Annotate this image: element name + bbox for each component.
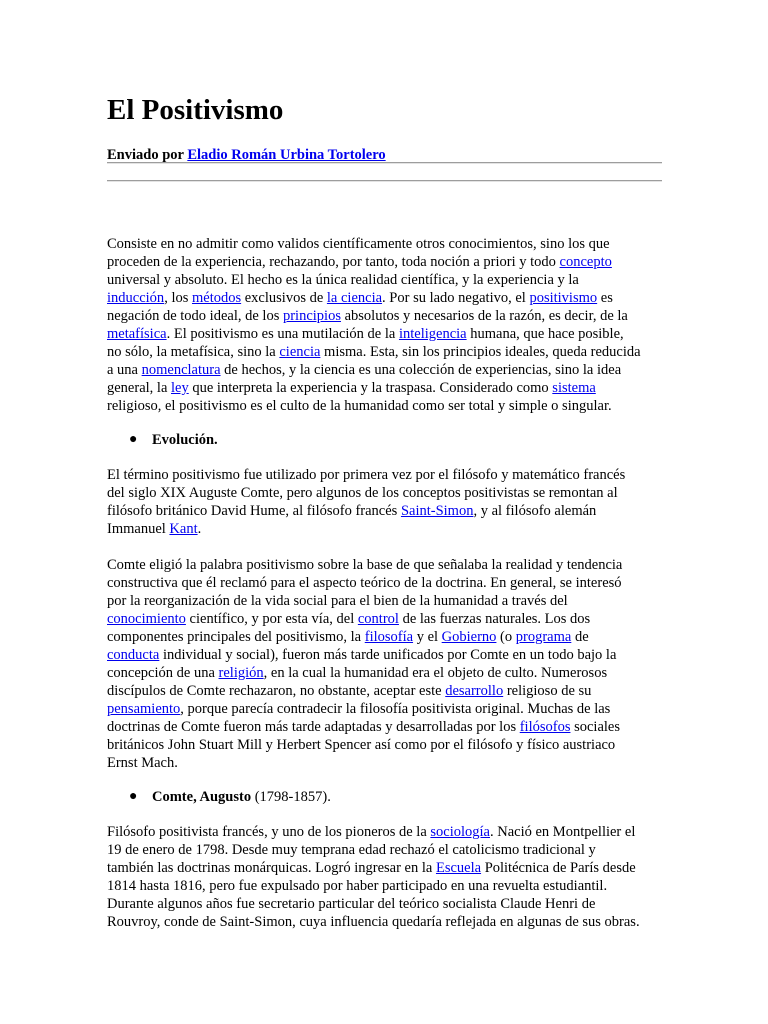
text-line <box>107 664 665 682</box>
text-run: 1814 hasta 1816, pero fue expulsado por haber participado en una revuelta estudiantil. <box>107 878 608 894</box>
page-title: El Positivismo <box>107 94 284 126</box>
divider-top <box>107 162 662 164</box>
text-line <box>107 646 665 664</box>
text-line <box>107 556 665 574</box>
author-link[interactable]: Eladio Román Urbina Tortolero <box>187 147 386 163</box>
text-run: . Por su lado negativo, el <box>382 290 530 306</box>
text-line <box>107 361 665 379</box>
bullet-text <box>152 788 331 806</box>
inline-link[interactable]: control <box>357 611 399 627</box>
text-run: no sólo, la metafísica, sino la <box>107 344 280 360</box>
inline-link[interactable]: programa <box>515 629 572 645</box>
text-run: Comte eligió la palabra positivismo sobre la base de que señalaba la realidad y tendencia <box>107 557 623 573</box>
text-run: humana, que hace posible, <box>466 326 624 342</box>
text-line <box>107 841 665 859</box>
text-line <box>107 913 665 931</box>
text-run: británicos John Stuart Mill y Herbert Spencer así como por el filósofo y físico austriaco <box>107 737 616 753</box>
inline-link[interactable]: concepto <box>559 254 612 270</box>
text-run: Durante algunos años fue secretario particular del teórico socialista Claude Henri de <box>107 896 596 912</box>
text-run: , en la cual la humanidad era el objeto de culto. Numerosos <box>263 665 608 681</box>
text-line <box>107 736 665 754</box>
paragraph-evolucion <box>107 466 665 538</box>
paragraph-definition <box>107 235 665 415</box>
bullet-text <box>152 431 218 449</box>
text-run: por la reorganización de la vida social para el bien de la humanidad a través del <box>107 593 568 609</box>
text-run: Filósofo positivista francés, y uno de los pioneros de la <box>107 824 431 840</box>
text-line <box>107 754 665 772</box>
text-run: religioso, el positivismo es el culto de la humanidad como ser total y simple o singular. <box>107 398 612 414</box>
text-run: Immanuel <box>107 521 170 537</box>
text-run: y el <box>413 629 442 645</box>
text-run: exclusivos de <box>241 290 327 306</box>
text-run: misma. Esta, sin los principios ideales, queda reducida <box>320 344 641 360</box>
text-line <box>107 484 665 502</box>
text-run: El término positivismo fue utilizado por primera vez por el filósofo y matemático francés <box>107 467 626 483</box>
text-run: es <box>597 290 613 306</box>
inline-link[interactable]: Saint-Simon <box>400 503 474 519</box>
text-run: 19 de enero de 1798. Desde muy temprana edad rechazó el catolicismo tradicional y <box>107 842 596 858</box>
bullet-dot: ● <box>129 432 138 447</box>
text-run: del siglo XIX Auguste Comte, pero algunos de los conceptos positivistas se remontan al <box>107 485 618 501</box>
inline-link[interactable]: Kant <box>169 521 198 537</box>
text-run: universal y absoluto. El hecho es la única realidad científica, y la experiencia y la <box>107 272 579 288</box>
text-line <box>107 610 665 628</box>
inline-link[interactable]: desarrollo <box>445 683 504 699</box>
inline-link[interactable]: nomenclatura <box>141 362 221 378</box>
text-line <box>107 289 665 307</box>
inline-link[interactable]: Escuela <box>435 860 482 876</box>
text-run: . <box>197 521 202 537</box>
inline-link[interactable]: pensamiento <box>107 701 181 717</box>
inline-link[interactable]: la ciencia <box>326 290 383 306</box>
text-run: , los <box>164 290 192 306</box>
bullet-rest: (1798-1857). <box>251 789 331 805</box>
text-run: constructiva que él reclamó para el aspecto teórico de la doctrina. En general, se interesó <box>107 575 622 591</box>
text-run: de <box>571 629 589 645</box>
text-run: también las doctrinas monárquicas. Logró ingresar en la <box>107 860 436 876</box>
text-line <box>107 592 665 610</box>
text-line <box>107 574 665 592</box>
bullet-dot: ● <box>129 789 138 804</box>
divider-bottom <box>107 180 662 182</box>
text-line <box>107 466 665 484</box>
text-run: filósofo británico David Hume, al filósofo francés <box>107 503 401 519</box>
text-line <box>107 823 665 841</box>
text-line <box>107 307 665 325</box>
text-run: . El positivismo es una mutilación de la <box>166 326 399 342</box>
text-run: a una <box>107 362 142 378</box>
inline-link[interactable]: metafísica <box>107 326 167 342</box>
text-run: (o <box>496 629 516 645</box>
inline-link[interactable]: filósofos <box>519 719 571 735</box>
inline-link[interactable]: sistema <box>552 380 596 396</box>
text-run: negación de todo ideal, de los <box>107 308 283 324</box>
inline-link[interactable]: ciencia <box>279 344 321 360</box>
inline-link[interactable]: ley <box>171 380 189 396</box>
inline-link[interactable]: conducta <box>107 647 160 663</box>
text-run: general, la <box>107 380 172 396</box>
text-run: concepción de una <box>107 665 219 681</box>
text-line <box>107 682 665 700</box>
text-run: religioso de su <box>503 683 592 699</box>
text-run: de las fuerzas naturales. Los dos <box>398 611 591 627</box>
text-run: doctrinas de Comte fueron más tarde adaptadas y desarrolladas por los <box>107 719 520 735</box>
text-run: absolutos y necesarios de la razón, es decir, de la <box>340 308 628 324</box>
text-run: Ernst Mach. <box>107 755 178 771</box>
text-line <box>107 859 665 877</box>
text-run: , porque parecía contradecir la filosofía positivista original. Muchas de las <box>180 701 611 717</box>
text-run: de hechos, y la ciencia es una colección de experiencias, sino la idea <box>220 362 622 378</box>
inline-link[interactable]: Gobierno <box>441 629 497 645</box>
text-run: científico, y por esta vía, del <box>185 611 358 627</box>
paragraph-comte-doctrina <box>107 556 665 772</box>
text-run: individual y social), fueron más tarde unificados por Comte en un todo bajo la <box>159 647 617 663</box>
paragraph-biografia <box>107 823 665 931</box>
inline-link[interactable]: filosofía <box>364 629 414 645</box>
text-line <box>107 271 665 289</box>
text-run: discípulos de Comte rechazaron, no obstante, aceptar este <box>107 683 446 699</box>
text-run: . Nació en Montpellier el <box>490 824 636 840</box>
text-line <box>107 235 665 253</box>
text-line <box>107 895 665 913</box>
text-line <box>107 628 665 646</box>
text-run: Politécnica de París desde <box>481 860 636 876</box>
inline-link[interactable]: inducción <box>107 290 165 306</box>
inline-link[interactable]: principios <box>282 308 341 324</box>
text-run: componentes principales del positivismo, la <box>107 629 365 645</box>
text-line <box>107 700 665 718</box>
inline-link[interactable]: sociología <box>430 824 490 840</box>
text-run: que interpreta la experiencia y la traspasa. Considerado como <box>188 380 553 396</box>
text-run: proceden de la experiencia, rechazando, por tanto, toda noción a priori y todo <box>107 254 560 270</box>
text-line <box>107 877 665 895</box>
text-line <box>107 325 665 343</box>
byline-prefix: Enviado por <box>107 147 188 163</box>
inline-link[interactable]: inteligencia <box>398 326 467 342</box>
text-run: , y al filósofo alemán <box>473 503 597 519</box>
text-line <box>107 379 665 397</box>
text-run: Rouvroy, conde de Saint-Simon, cuya influencia quedaría reflejada en algunas de sus obras. <box>107 914 640 930</box>
bullet-heading: Evolución. <box>152 432 218 448</box>
text-run: Consiste en no admitir como validos científicamente otros conocimientos, sino los que <box>107 236 610 252</box>
text-line <box>107 520 665 538</box>
text-line <box>107 397 665 415</box>
text-line <box>107 253 665 271</box>
text-line <box>107 718 665 736</box>
text-line <box>107 502 665 520</box>
inline-link[interactable]: conocimiento <box>107 611 186 627</box>
inline-link[interactable]: religión <box>218 665 264 681</box>
text-run: sociales <box>570 719 620 735</box>
text-line <box>107 343 665 361</box>
bullet-heading: Comte, Augusto <box>152 789 252 805</box>
inline-link[interactable]: métodos <box>191 290 242 306</box>
inline-link[interactable]: positivismo <box>529 290 598 306</box>
